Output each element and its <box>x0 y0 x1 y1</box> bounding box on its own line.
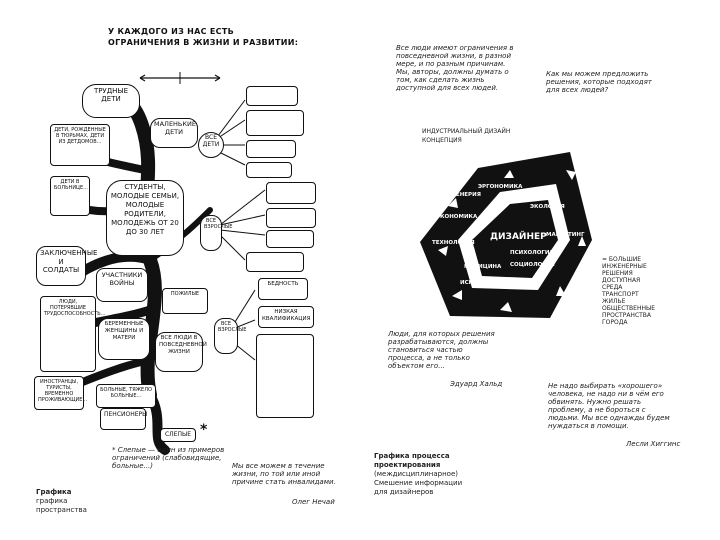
caption-line: графика <box>36 497 68 505</box>
bottom-right-quote: Не надо выбирать «хорошего» человека, не надо ни в чём его обвинять. Нужно решать проблему, а не бороться с людьми. Мы все однажды будем нуждаться в помощи. <box>548 382 670 430</box>
bottom-right-author: Лесли Хиггинс <box>626 440 681 448</box>
quote: Мы все можем в течение жизни, по той или иной причине стать инвалидами. <box>232 462 336 486</box>
ring-label: СОЦИОЛОГИЯ <box>510 262 555 268</box>
asterisk-icon: * <box>200 422 208 438</box>
list-item: ГОРОДА <box>602 319 628 326</box>
side-note: Как мы можем предложить решения, которые подходят для всех людей? <box>546 70 652 94</box>
caption-line: для дизайнеров <box>374 488 434 496</box>
node-nizkaya: НИЗКАЯ КВАЛИФИКАЦИЯ <box>258 306 314 328</box>
ring-label: ИНЖЕНЕРИЯ <box>440 192 481 198</box>
list-item: ТРАНСПОРТ <box>602 291 639 298</box>
ring-label: МАРКЕТИНГ <box>546 232 585 238</box>
ring-label: ЭРГОНОМИКА <box>478 184 523 190</box>
intro-text: Все люди имеют ограничения в повседневной жизни, в разной мере, и по разным причинам. Мы, авторы, должны думать о том, как сделать жизнь доступной для всех людей. <box>396 44 514 92</box>
bottom-left-author: Эдуард Хальд <box>450 380 503 388</box>
node-inostrantsy: ИНОСТРАНЦЫ, ТУРИСТЫ, ВРЕМЕННО ПРОЖИВАЮЩИЕ... <box>34 376 84 410</box>
caption-line: пространства <box>36 506 87 514</box>
caption-line: (междисциплинарное) <box>374 470 458 478</box>
node-vse-lyudi: ВСЕ ЛЮДИ В ПОВСЕДНЕВНОЙ ЖИЗНИ <box>155 332 203 372</box>
list-item: ИНЖЕНЕРНЫЕ <box>602 263 647 270</box>
node-vse-vzroslye-2: ВСЕ ВЗРОСЛЫЕ <box>214 318 238 354</box>
node-deti-rozhd: ДЕТИ, РОЖДЕННЫЕ В ТЮРЬМАХ, ДЕТИ ИЗ ДЕТДОМОВ... <box>50 124 110 166</box>
small-box <box>246 110 304 136</box>
ring-label: МЕДИЦИНА <box>464 264 502 270</box>
pentagon-sub: КОНЦЕПЦИЯ <box>422 137 462 144</box>
ring-label: ЭКОЛОГИЯ <box>530 204 565 210</box>
right-list <box>602 256 674 326</box>
node-deti-v-bolnitse: ДЕТИ В БОЛЬНИЦЕ... <box>50 176 90 216</box>
node-trudnye: ТРУДНЫЕ ДЕТИ <box>82 84 140 118</box>
small-box <box>246 140 296 158</box>
node-bolnye: БОЛЬНЫЕ, ТЯЖЕЛО БОЛЬНЫЕ... <box>96 384 156 408</box>
list-item: ОБЩЕСТВЕННЫЕ <box>602 305 656 312</box>
list-title: = БОЛЬШИЕ <box>602 256 642 263</box>
caption-title: Графика процесса проектирования <box>374 452 450 469</box>
ring-label: ИСКУССТВО <box>460 280 499 286</box>
small-box <box>266 182 316 204</box>
caption-line: Смешение информации <box>374 479 463 487</box>
node-zaklyuchennye: ЗАКЛЮЧЕННЫЕ И СОЛДАТЫ <box>36 246 86 286</box>
small-box <box>256 334 314 418</box>
small-box <box>266 208 316 228</box>
list-item: РЕШЕНИЯ <box>602 270 633 277</box>
node-pensionery: ПЕНСИОНЕРЫ <box>100 408 146 430</box>
node-pozhilye: ПОЖИЛЫЕ <box>162 288 208 314</box>
node-vse-vzroslye: ВСЕ ВЗРОСЛЫЕ <box>200 215 222 251</box>
node-slepye: СЛЕПЫЕ <box>160 428 196 442</box>
list-item: СРЕДА <box>602 284 623 291</box>
node-bednost: БЕДНОСТЬ <box>258 278 308 300</box>
bottom-left-quote: Люди, для которых решения разрабатываются, должны становиться частью процесса, а не только объектом его... <box>388 330 495 370</box>
right-page <box>360 0 720 540</box>
node-studenty: СТУДЕНТЫ, МОЛОДЫЕ СЕМЬИ, МОЛОДЫЕ РОДИТЕЛИ, МОЛОДЕЖЬ ОТ 20 ДО 30 ЛЕТ <box>106 180 184 256</box>
ring-label: ПСИХОЛОГИЯ <box>510 250 554 256</box>
node-beremennye: БЕРЕМЕННЫЕ ЖЕНЩИНЫ И МАТЕРИ <box>98 318 150 360</box>
node-vse-deti: ВСЕ ДЕТИ <box>198 132 224 158</box>
pentagon-title: ИНДУСТРИАЛЬНЫЙ ДИЗАЙН <box>422 128 511 135</box>
list-item: ЖИЛЬЕ <box>602 298 626 305</box>
caption-title: Графика <box>36 488 72 496</box>
center-label: ДИЗАЙНЕР <box>490 232 547 242</box>
node-uchastniki: УЧАСТНИКИ ВОЙНЫ <box>96 268 148 302</box>
small-box <box>246 252 304 272</box>
quote-author: Олег Нечай <box>292 498 335 506</box>
page-title: У КАЖДОГО ИЗ НАС ЕСТЬ ОГРАНИЧЕНИЯ В ЖИЗНИ И РАЗВИТИИ: <box>108 27 299 47</box>
node-malenkie: МАЛЕНЬКИЕ ДЕТИ <box>150 118 198 148</box>
node-lyudi-bez: ЛЮДИ, ПОТЕРЯВШИЕ ТРУДОСПОСОБНОСТЬ... <box>40 296 96 372</box>
small-box <box>266 230 314 248</box>
small-box <box>246 86 298 106</box>
footnote: * Слепые — один из примеров ограничений (слабовидящие, больные...) <box>112 446 225 470</box>
list-item: ПРОСТРАНСТВА <box>602 312 652 319</box>
ring-label: ТЕХНОЛОГИЯ <box>432 240 475 246</box>
ring-label: ЭКОНОМИКА <box>436 214 478 220</box>
small-box <box>246 162 292 178</box>
list-item: ДОСТУПНАЯ <box>602 277 641 284</box>
